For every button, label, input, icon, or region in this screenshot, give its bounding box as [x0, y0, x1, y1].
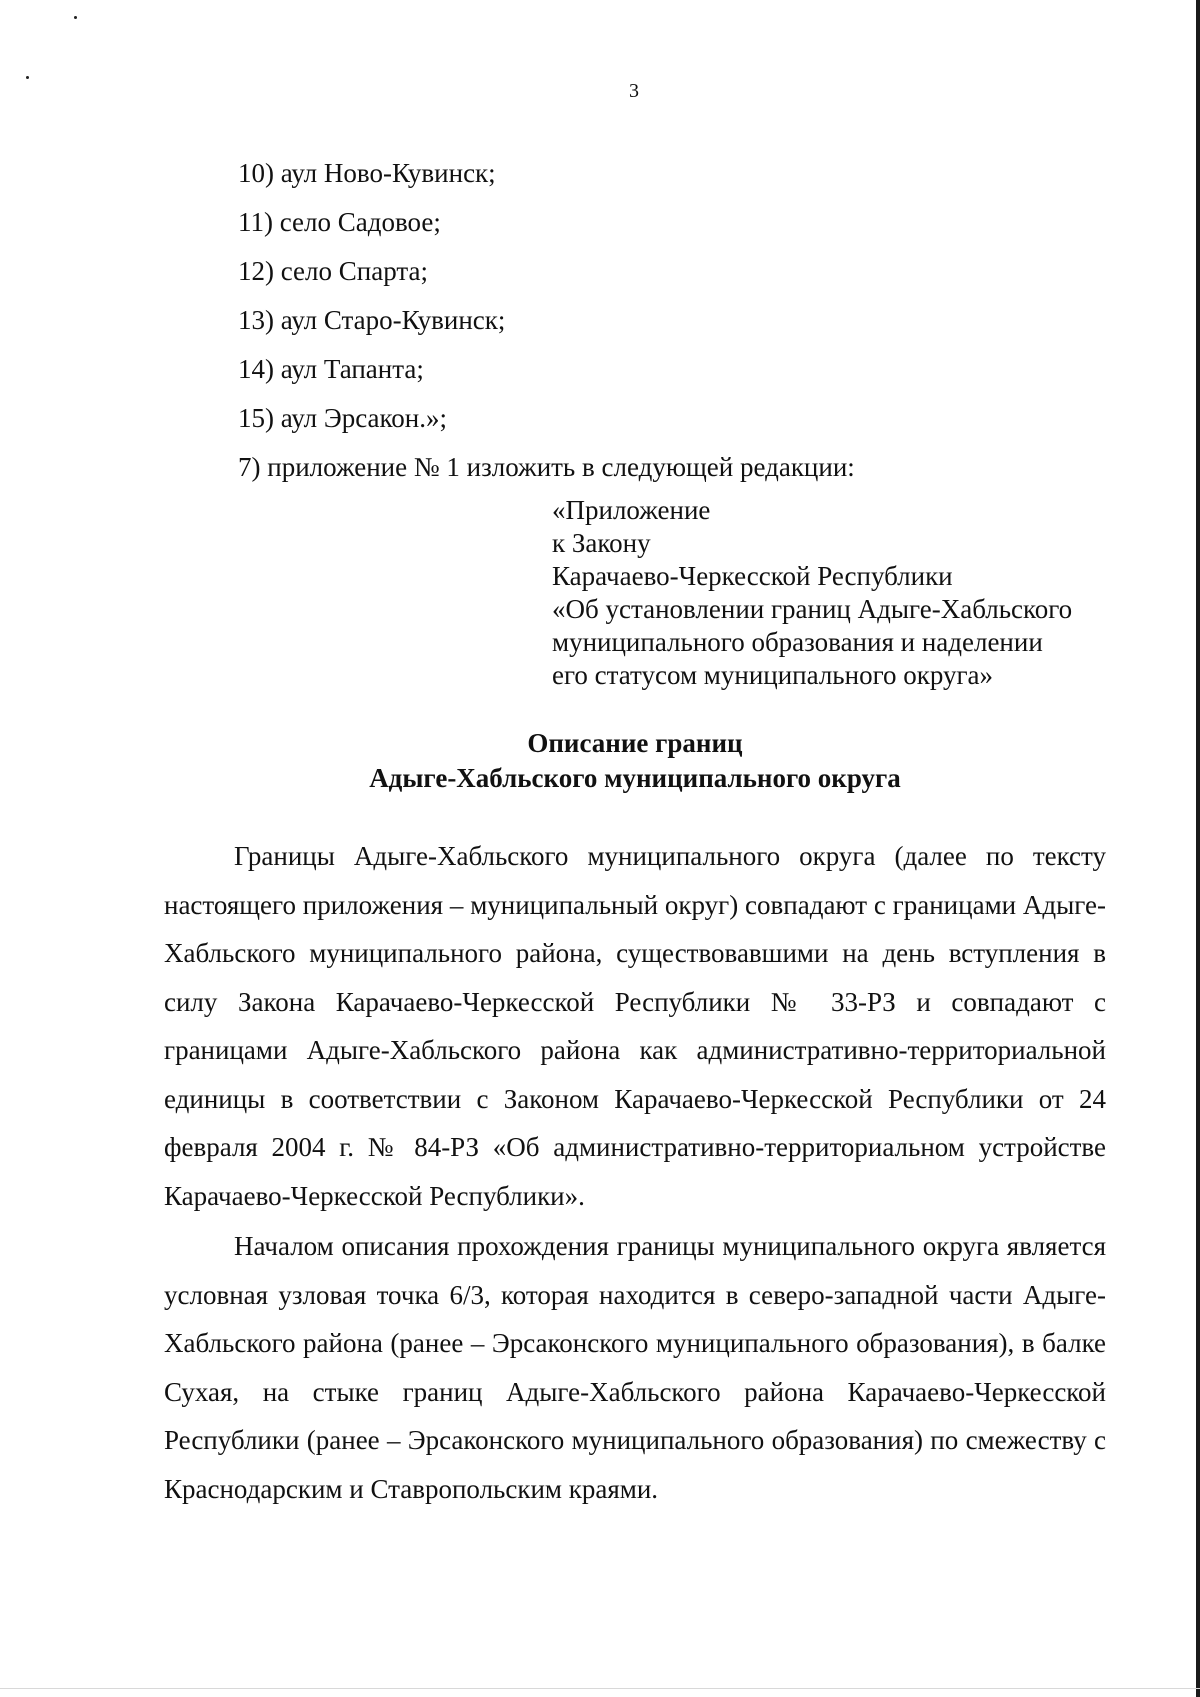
list-item: 11) село Садовое;	[238, 207, 441, 237]
annex-header-line: Карачаево-Черкесской Республики	[552, 561, 953, 591]
scan-speck	[74, 16, 77, 19]
amendment-item: 7) приложение № 1 изложить в следующей редакции:	[238, 452, 855, 482]
list-item: 14) аул Тапанта;	[238, 354, 424, 384]
list-item: 12) село Спарта;	[238, 256, 428, 286]
heading-line: Описание границ	[527, 728, 743, 758]
scan-right-edge	[1196, 0, 1200, 1697]
annex-header-line: его статусом муниципального округа»	[552, 660, 994, 690]
annex-header	[552, 494, 1072, 692]
body-paragraph: Началом описания прохождения границы муниципального округа является условная узловая точка 6/3, которая находится в северо-западной части Адыге-Хабльского района (ранее – Эрсаконского муниципального образования), в балке Сухая, на стыке границ Адыге-Хабльского района Карачаево-Черкесской Республики (ранее – Эрсаконского муниципального образования) по смежеству с Краснодарским и Ставропольским краями.	[164, 1231, 1106, 1504]
list-item: 13) аул Старо-Кувинск;	[238, 305, 506, 335]
body-paragraph: Границы Адыге-Хабльского муниципального округа (далее по тексту настоящего приложения – муниципальный округ) совпадают с границами Адыге-Хабльского муниципального района, существовавшими на день вступления в силу Закона Карачаево-Черкесской Республики № 33-РЗ и совпадают с границами Адыге-Хабльского района как административно-территориальной единицы в соответствии с Законом Карачаево-Черкесской Республики от 24 февраля 2004 г. № 84-РЗ «Об административно-территориальном устройстве Карачаево-Черкесской Республики».	[164, 841, 1106, 1211]
section-heading	[0, 726, 1200, 796]
annex-header-line: «Приложение	[552, 495, 711, 525]
annex-header-line: к Закону	[552, 528, 651, 558]
list-item: 10) аул Ново-Кувинск;	[238, 158, 496, 188]
list-item: 15) аул Эрсакон.»;	[238, 403, 447, 433]
scan-speck	[26, 76, 29, 79]
annex-header-line: «Об установлении границ Адыге-Хабльского	[552, 594, 1073, 624]
scan-bottom-edge	[0, 1688, 1200, 1689]
annex-header-line: муниципального образования и наделении	[552, 627, 1043, 657]
settlement-list	[238, 149, 855, 492]
heading-line: Адыге-Хабльского муниципального округа	[369, 763, 901, 793]
page-number: 3	[629, 80, 639, 102]
